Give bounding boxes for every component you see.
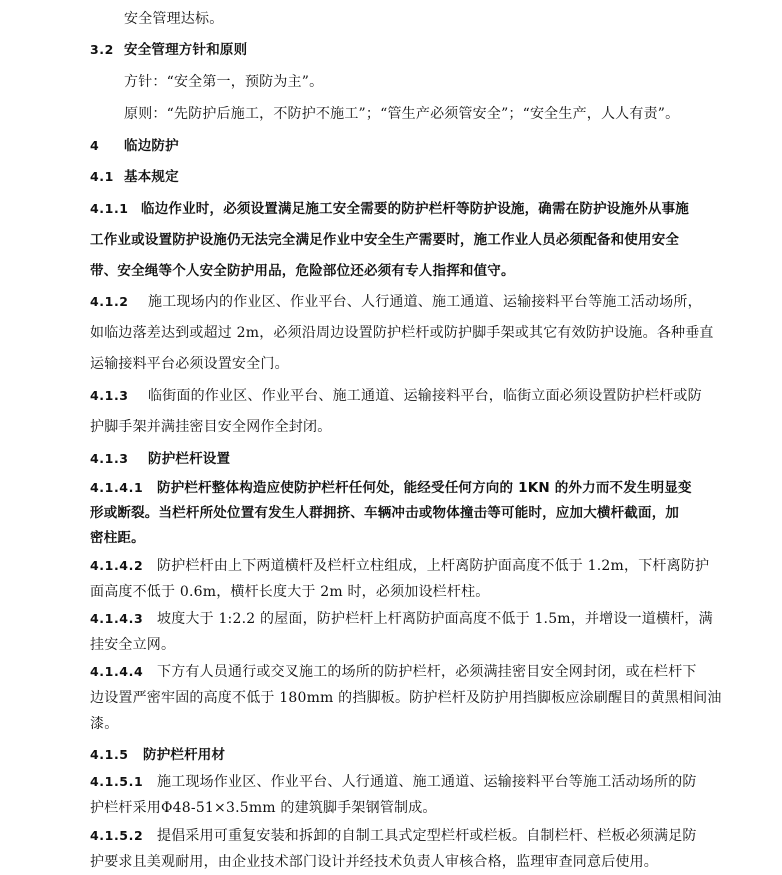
text: 边设置严密牢固的高度不低于 180mm 的挡脚板。防护栏杆及防护用挡脚板应涂刷醒目的黄黑相间油 — [90, 690, 722, 706]
text: 施工现场内的作业区、作业平台、人行通道、施工通道、运输接料平台等施工活动场所， — [148, 294, 702, 310]
text: 面高度不低于 0.6m，横杆长度大于 2m 时，必须加设栏杆柱。 — [90, 584, 490, 600]
text: 安全管理达标。 — [124, 11, 224, 27]
text: 工作业或设置防护设施仍无法完全满足作业中安全生产需要时，施工作业人员必须配备和使用安全 — [90, 232, 680, 248]
text: 挂安全立网。 — [90, 637, 176, 653]
section-title: 基本规定 — [124, 169, 179, 185]
text: 护栏杆采用Φ48-51×3.5mm 的建筑脚手架钢管制成。 — [90, 800, 437, 816]
text: 施工现场作业区、作业平台、人行通道、施工通道、运输接料平台等施工活动场所的防 — [157, 774, 697, 790]
text: 漆。 — [90, 716, 119, 732]
section-number: 4.1.3 — [90, 451, 129, 466]
clause-number: 4.1.5.1 — [90, 774, 144, 789]
text: 方针：“安全第一，预防为主”。 — [124, 74, 324, 90]
text: 密柱距。 — [90, 530, 145, 546]
clause-number: 4.1.4.2 — [90, 558, 144, 573]
text: 带、安全绳等个人安全防护用品，危险部位还必须有专人指挥和值守。 — [90, 263, 515, 279]
text: 防护栏杆整体构造应使防护栏杆任何处，能经受任何方向的 1KN 的外力而不发生明显变 — [157, 480, 692, 496]
clause-number: 4.1.1 — [90, 201, 129, 216]
clause-number: 4.1.4.1 — [90, 480, 144, 495]
text: 防护栏杆由上下两道横杆及栏杆立柱组成，上杆离防护面高度不低于 1.2m，下杆离防护 — [157, 558, 710, 574]
section-title: 防护栏杆设置 — [148, 451, 231, 467]
text: 如临边落差达到或超过 2m，必须沿周边设置防护栏杆或防护脚手架或其它有效防护设施。各种垂直 — [90, 325, 714, 341]
clause-number: 4.1.4.3 — [90, 611, 144, 626]
section-number: 4.1 — [90, 169, 114, 184]
clause-number: 4.1.2 — [90, 294, 129, 309]
section-title: 临边防护 — [124, 138, 179, 154]
text: 护要求且美观耐用，由企业技术部门设计并经技术负责人审核合格，监理审查同意后使用。 — [90, 854, 658, 870]
text: 坡度大于 1:2.2 的屋面，防护栏杆上杆离防护面高度不低于 1.5m，并增设一道横杆，满 — [157, 611, 713, 627]
text: 形或断裂。当栏杆所处位置有发生人群拥挤、车辆冲击或物体撞击等可能时，应加大横杆截面，加 — [90, 505, 680, 521]
text: 临街面的作业区、作业平台、施工通道、运输接料平台，临街立面必须设置防护栏杆或防 — [148, 388, 702, 404]
text: 原则：“先防护后施工，不防护不施工”；“管生产必须管安全”；“安全生产，人人有责”。 — [124, 106, 680, 122]
text: 护脚手架并满挂密目安全网作全封闭。 — [90, 419, 332, 435]
clause-number: 4.1.4.4 — [90, 664, 144, 679]
text: 临边作业时，必须设置满足施工安全需要的防护栏杆等防护设施，确需在防护设施外从事施 — [141, 201, 689, 217]
text: 下方有人员通行或交叉施工的场所的防护栏杆，必须满挂密目安全网封闭，或在栏杆下 — [157, 664, 697, 680]
section-number: 4 — [90, 138, 100, 153]
text: 提倡采用可重复安装和拆卸的自制工具式定型栏杆或栏板。自制栏杆、栏板必须满足防 — [157, 828, 697, 844]
section-number: 4.1.5 — [90, 747, 129, 762]
section-title: 防护栏杆用材 — [143, 747, 226, 763]
section-title: 安全管理方针和原则 — [124, 42, 248, 58]
text: 运输接料平台必须设置安全门。 — [90, 356, 289, 372]
clause-number: 4.1.3 — [90, 388, 129, 403]
section-number: 3.2 — [90, 42, 114, 57]
clause-number: 4.1.5.2 — [90, 828, 144, 843]
